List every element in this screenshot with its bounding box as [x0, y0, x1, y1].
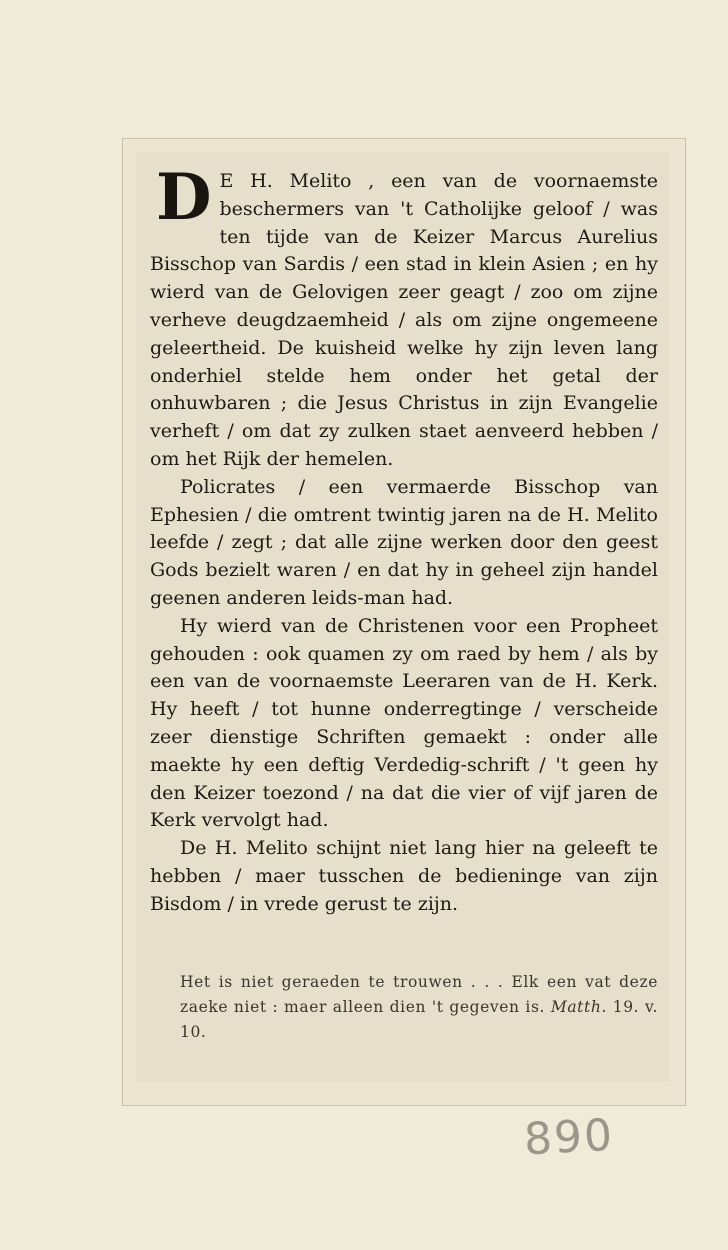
quote-citation: Matth. — [550, 998, 607, 1016]
paragraph-1 — [150, 160, 658, 474]
quote-text: Het is niet geraeden te trouwen . . . Elk een vat deze zaeke niet : maer alleen dien 't gegeven is. — [180, 973, 658, 1016]
dropcap: D — [156, 160, 212, 235]
paragraph-1-text: E H. Melito , een van de voornaemste beschermers van 't Catholijke geloof / was ten tijde van de Keizer Marcus Aurelius Bisschop van Sardis / een stad in klein Asien ; en hy wierd van de Gelovigen zeer geagt / zoo om zijne verheve deugdzaemheid / als om zijne ongemeene geleertheid. De kuisheid welke hy zijn leven lang onderhiel stelde hem onder het getal der onhuwbaren ; die Jesus Christus in zijn Evangelie verheft / om dat zy zulken staet aenveerd hebben / om het Rijk der hemelen. — [150, 170, 658, 470]
scripture-quote — [180, 970, 658, 1045]
pencil-inventory-number: 890 — [522, 1109, 616, 1166]
paragraph-3: Hy wierd van de Christenen voor een Propheet gehouden : ook quamen zy om raed by hem / als by een van de voornaemste Leeraren van de H. Kerk. Hy heeft / tot hunne onderregtinge / verscheide zeer dienstige Schriften gemaekt : onder alle maekte hy een deftig Verdedig-schrift / 't geen hy den Keizer toezond / na dat die vier of vijf jaren de Kerk vervolgt had. — [150, 614, 658, 832]
paragraph-4: De H. Melito schijnt niet lang hier na geleeft te hebben / maer tusschen de bedieninge van zijn Bisdom / in vrede gerust te zijn. — [150, 837, 658, 915]
quote-reference: 19. v. 10. — [180, 998, 659, 1041]
main-text — [150, 160, 658, 919]
paragraph-2: Policrates / een vermaerde Bisschop van Ephesien / die omtrent twintig jaren na de H. Melito leefde / zegt ; dat alle zijne werken door den geest Gods bezielt waren / en dat hy in geheel zijn handel geenen anderen leids-man had. — [150, 475, 658, 609]
